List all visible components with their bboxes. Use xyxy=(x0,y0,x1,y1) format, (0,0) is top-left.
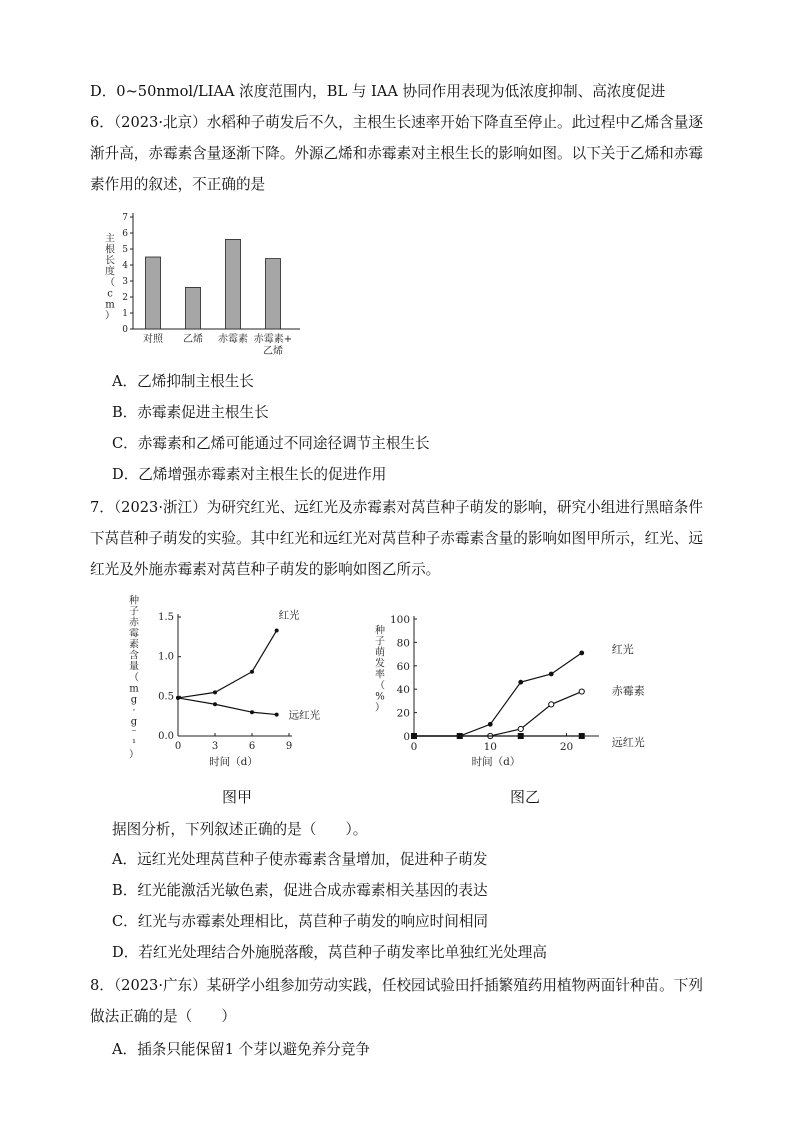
data-point xyxy=(579,651,584,656)
q7-option-a: A．远红光处理莴苣种子使赤霉素含量增加，促进种子萌发 xyxy=(112,851,488,868)
y-tick-label: 7 xyxy=(122,213,128,223)
bar xyxy=(226,239,241,329)
svg-text:量: 量 xyxy=(129,661,139,673)
data-point xyxy=(488,722,493,727)
svg-text:萌: 萌 xyxy=(375,647,385,659)
x-tick-label: 0 xyxy=(410,741,418,753)
series-label: 远红光 xyxy=(288,709,321,722)
x-category-label: 对照 xyxy=(143,334,163,345)
data-point xyxy=(518,726,523,731)
q7-prompt: 据图分析，下列叙述正确的是（ ）。 xyxy=(112,821,368,838)
data-point xyxy=(457,733,463,739)
q6-stem-line-3: 素作用的叙述，不正确的是 xyxy=(90,176,266,193)
svg-text:m: m xyxy=(105,299,115,311)
svg-text:）: ） xyxy=(129,749,139,761)
x-axis-label: 时间（d） xyxy=(209,756,258,768)
q7-option-c: C．红光与赤霉素处理相比，莴苣种子萌发的响应时间相同 xyxy=(112,913,489,930)
bar xyxy=(186,287,201,329)
svg-text:g: g xyxy=(130,694,138,706)
data-point xyxy=(213,690,217,694)
x-tick-label: 20 xyxy=(559,741,574,753)
svg-text:长: 长 xyxy=(105,255,115,267)
y-axis-label xyxy=(105,232,115,321)
x-tick-label: 0 xyxy=(174,741,182,752)
q7-option-d: D．若红光处理结合外施脱落酸，莴苣种子萌发率比单独红光处理高 xyxy=(112,944,547,961)
y-tick-label: 6 xyxy=(122,229,128,239)
y-tick-label: 0.0 xyxy=(158,731,174,742)
y-tick-label: 0 xyxy=(122,325,128,335)
svg-text:¹: ¹ xyxy=(131,738,137,750)
data-point xyxy=(579,689,584,694)
svg-text:赤: 赤 xyxy=(129,617,139,629)
svg-text:率: 率 xyxy=(375,669,385,681)
q6-option-c: C．赤霉素和乙烯可能通过不同途径调节主根生长 xyxy=(112,435,430,452)
data-point xyxy=(518,733,524,739)
y-tick-label: 5 xyxy=(122,245,128,255)
germination-rate-line-chart xyxy=(370,605,700,775)
y-tick-label: 0 xyxy=(403,731,410,743)
data-point xyxy=(518,680,523,685)
x-category-label: 乙烯 xyxy=(183,334,203,345)
y-tick-label: 100 xyxy=(389,614,410,626)
q7-stem-line-2: 下莴苣种子萌发的实验。其中红光和远红光对莴苣种子赤霉素含量的影响如图甲所示，红光、远 xyxy=(90,530,703,547)
y-tick-label: 4 xyxy=(122,261,128,271)
data-point xyxy=(411,733,417,739)
q6-option-d: D．乙烯增强赤霉素对主根生长的促进作用 xyxy=(112,466,387,483)
svg-text:（: （ xyxy=(375,680,385,692)
q6-option-a: A．乙烯抑制主根生长 xyxy=(112,373,254,390)
bar xyxy=(266,259,281,329)
svg-text:g: g xyxy=(130,716,138,728)
x-tick-label: 9 xyxy=(285,741,293,752)
data-point xyxy=(549,702,554,707)
svg-text:素: 素 xyxy=(129,639,139,651)
svg-text:度: 度 xyxy=(105,266,115,278)
series-line xyxy=(178,630,277,697)
q8-stem-line-2: 做法正确的是（ ） xyxy=(90,1008,236,1025)
y-tick-label: 3 xyxy=(122,277,128,287)
series-line xyxy=(414,653,582,736)
x-axis-label: 时间（d） xyxy=(471,756,521,768)
y-tick-label: 1.5 xyxy=(158,612,174,623)
data-point xyxy=(275,628,279,632)
y-tick-label: 1 xyxy=(122,309,128,319)
series-label: 红光 xyxy=(278,609,300,622)
q6-stem-line-1: 6．（2023·北京）水稻种子萌发后不久，主根生长速率开始下降直至停止。此过程中乙烯含量逐 xyxy=(90,114,703,131)
q7-stem-line-1: 7．（2023·浙江）为研究红光、远红光及赤霉素对莴苣种子萌发的影响，研究小组进行黑暗条件 xyxy=(90,499,703,516)
bar xyxy=(146,257,161,329)
q5-option-d: D．0~50nmol/LIAA 浓度范围内，BL 与 IAA 协同作用表现为低浓度抑制、高浓度促进 xyxy=(90,83,666,100)
svg-text:主: 主 xyxy=(105,233,115,245)
q8-option-a: A．插条只能保留1 个芽以避免养分竞争 xyxy=(112,1041,370,1058)
y-tick-label: 80 xyxy=(396,637,410,650)
svg-text:种: 种 xyxy=(375,625,385,637)
q8-stem-line-1: 8．（2023·广东）某研学小组参加劳动实践，任校园试验田扦插繁殖药用植物两面针种苗。下列 xyxy=(90,977,703,994)
svg-text:种: 种 xyxy=(129,595,139,607)
svg-text:（: （ xyxy=(129,672,139,684)
y-tick-label: 2 xyxy=(122,293,128,303)
data-point xyxy=(250,710,254,714)
x-tick-label: 3 xyxy=(211,741,219,752)
svg-text:子: 子 xyxy=(375,636,385,648)
q7-stem-line-3: 红光及外施赤霉素对莴苣种子萌发的影响如图乙所示。 xyxy=(90,561,441,578)
svg-text:⁻: ⁻ xyxy=(131,727,137,739)
x-tick-label: 10 xyxy=(483,741,497,753)
data-point xyxy=(213,702,217,706)
svg-text:（: （ xyxy=(105,277,115,289)
q6-stem-line-2: 渐升高，赤霉素含量逐渐下降。外源乙烯和赤霉素对主根生长的影响如图。以下关于乙烯和赤霉 xyxy=(90,145,703,162)
series-label: 赤霉素 xyxy=(611,684,645,698)
svg-text:含: 含 xyxy=(129,650,139,662)
root-length-bar-chart xyxy=(100,205,320,365)
x-tick-label: 6 xyxy=(248,741,256,752)
x-category-label: 赤霉素+ xyxy=(253,334,293,345)
data-point xyxy=(579,733,585,739)
y-axis-label xyxy=(129,595,140,760)
svg-text:m: m xyxy=(129,683,139,695)
y-tick-label: 20 xyxy=(396,707,410,720)
q6-option-b: B．赤霉素促进主根生长 xyxy=(112,404,269,421)
x-category-label: 乙烯 xyxy=(263,346,283,357)
series-line xyxy=(178,698,277,715)
svg-text:c: c xyxy=(107,288,113,300)
svg-text:子: 子 xyxy=(129,606,139,618)
data-point xyxy=(250,670,254,674)
svg-text:·: · xyxy=(132,705,136,717)
y-axis-label xyxy=(375,623,385,713)
svg-text:发: 发 xyxy=(375,658,385,670)
svg-text:霉: 霉 xyxy=(129,628,139,640)
svg-text:%: % xyxy=(375,691,385,703)
series-label: 远红光 xyxy=(611,736,645,749)
figure-a-caption: 图甲 xyxy=(222,788,253,806)
y-tick-label: 1.0 xyxy=(158,651,174,663)
gibberellin-content-line-chart xyxy=(120,595,350,775)
x-category-label: 赤霉素 xyxy=(218,334,248,345)
y-tick-label: 40 xyxy=(396,684,410,697)
data-point xyxy=(549,672,554,677)
data-point xyxy=(176,696,180,700)
y-tick-label: 0.5 xyxy=(158,691,174,703)
q7-option-b: B．红光能激活光敏色素，促进合成赤霉素相关基因的表达 xyxy=(112,882,488,899)
svg-text:根: 根 xyxy=(105,244,115,256)
y-tick-label: 60 xyxy=(396,660,410,673)
data-point xyxy=(275,713,279,717)
svg-text:）: ） xyxy=(105,310,115,322)
figure-b-caption: 图乙 xyxy=(510,788,541,806)
svg-text:）: ） xyxy=(375,702,385,714)
series-label: 红光 xyxy=(611,642,634,656)
